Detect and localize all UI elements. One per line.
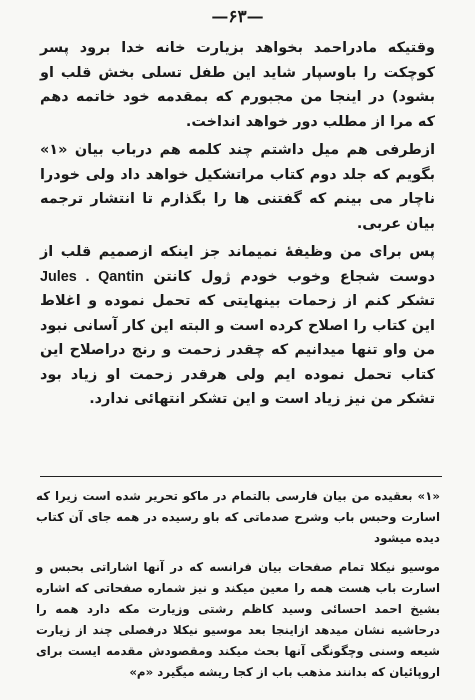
page-number: —۶۳— [211, 7, 264, 27]
paragraph-2: ازطرفی هم میل داشتم چند کلمه هم درباب بیان «۱» بگویم که جلد دوم کتاب مراتشکیل خواهد داد ولی خودرا ناچار می بینم که گفتنی ها را بگذارم تا انتشار ترجمه بیان عربی. [40, 142, 435, 232]
footnote-divider [40, 476, 442, 477]
main-body-text [40, 36, 435, 412]
paragraph-3-after-name: تشکر کنم از زحمات بینهایتی که تحمل نموده و اغلاط این کتاب را اصلاح کرده است و البته این کار آسانی نبود من واو تنها میدانیم که چقدر زحمت و رنج دراصلاح این کتاب تحمل نموده ایم ولی هرقدر زحمت او زیاد بود تشکر من نیز زیاد است و این تشکر انتهائی ندارد. [40, 293, 435, 407]
paragraph-3-before-name: پس برای من وظیفهٔ نمیماند جز اینکه ازصمیم قلب از دوست شجاع وخوب خودم ژول کانتن [40, 244, 435, 285]
paragraph-3 [40, 240, 435, 412]
footnotes-section [36, 486, 440, 683]
footnote-2: موسیو نیکلا تمام صفحات بیان فرانسه که در آنها اشاراتی بحبس و اسارت باب هست همه را معین میکند و نیز شماره صفحاتی که اشاره بشیخ احمد احسائی وسید کاظم رشتی وزیارت مکه دارد همه را درحاشیه نشان میدهد ازاینجا بعد موسیو نیکلا درفصلی چند از زیارت شیعه وسنی وچگونگی آنها بحث میکند ومقصودش مقدمه ایست برای اروپائیان که بدانند مذهب باب از کجا ریشه میگیرد «م» [36, 560, 440, 679]
latin-name-jules-qantin: Jules . Qantin [40, 268, 144, 285]
footnote-1: «۱» بعقیده من بیان فارسی بالتمام در ماکو تحریر شده است زیرا که اسارت وحبس باب وشرح صدماتی که باو رسیده در همه جای آن کتاب دیده میشود [36, 489, 440, 545]
paragraph-1: وقتیکه مادراحمد بخواهد بزیارت خانه خدا برود پسر کوچکت را باوسپار شاید این طفل تسلی بخش قلب او بشود) در اینجا من مجبورم که بمقدمه خود خاتمه دهم که مرا از مطلب دور خواهد انداخت. [40, 40, 435, 130]
